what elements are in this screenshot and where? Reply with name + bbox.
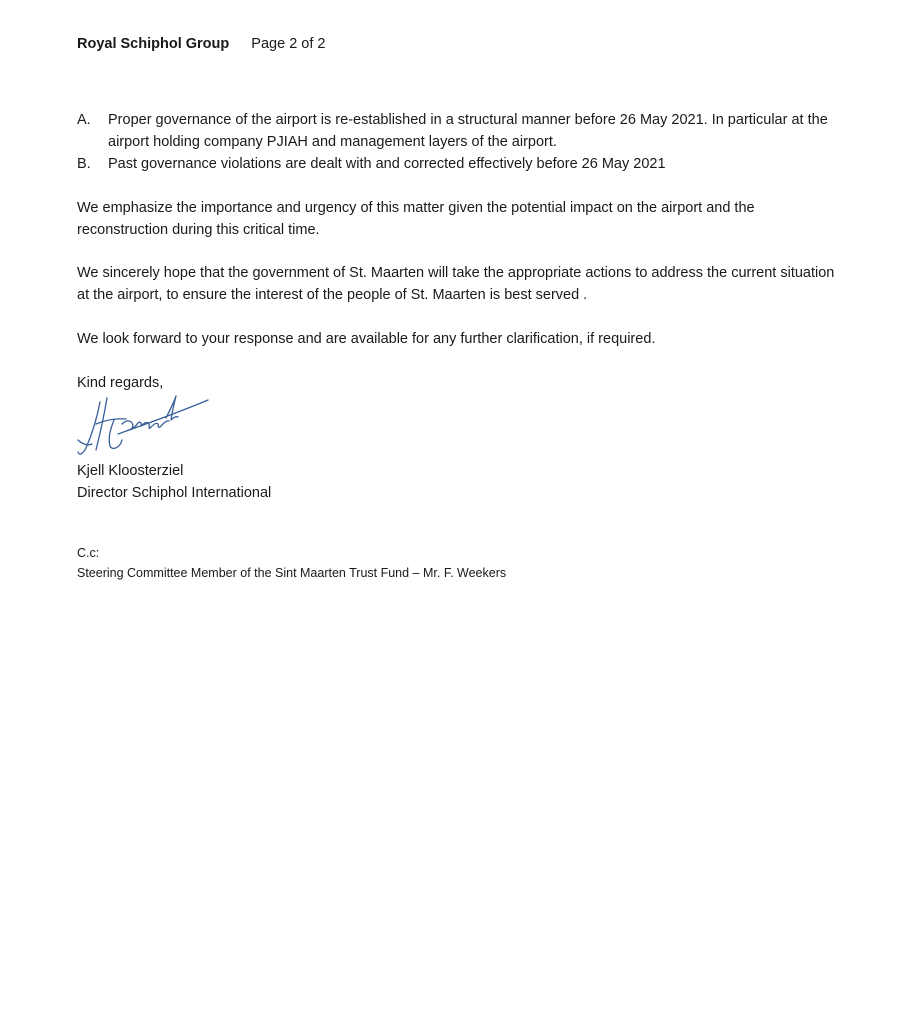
cc-recipient: Steering Committee Member of the Sint Maarten Trust Fund – Mr. F. Weekers <box>77 566 507 580</box>
signer-title: Director Schiphol International <box>77 485 272 501</box>
demand-marker: B. <box>77 156 91 172</box>
demand-marker: A. <box>77 112 91 128</box>
signer-name: Kjell Kloosterziel <box>77 463 184 479</box>
demands-list <box>77 109 837 175</box>
paragraph-emphasis: We emphasize the importance and urgency of this matter given the potential impact on the airport and the reconstruction during this critical time. <box>77 200 755 238</box>
page-indicator: Page 2 of 2 <box>251 36 326 52</box>
closing-salutation: Kind regards, <box>77 375 164 391</box>
paragraph-response: We look forward to your response and are available for any further clarification, if required. <box>77 331 656 347</box>
paragraph-hope: We sincerely hope that the government of St. Maarten will take the appropriate actions to address the current situation at the airport, to ensure the interest of the people of St. Maarten is best served . <box>77 265 835 303</box>
demand-item-a <box>77 109 837 153</box>
cc-label: C.c: <box>77 546 100 560</box>
signer-block <box>77 460 271 504</box>
organization-name: Royal Schiphol Group <box>77 36 230 52</box>
demand-text: Past governance violations are dealt with and corrected effectively before 26 May 2021 <box>108 156 666 172</box>
letter-header <box>77 36 325 52</box>
demand-item-b <box>77 153 837 175</box>
handwritten-signature <box>70 390 215 465</box>
demand-text: Proper governance of the airport is re-established in a structural manner before 26 May 2021. In particular at the airport holding company PJIAH and management layers of the airport. <box>108 112 828 150</box>
